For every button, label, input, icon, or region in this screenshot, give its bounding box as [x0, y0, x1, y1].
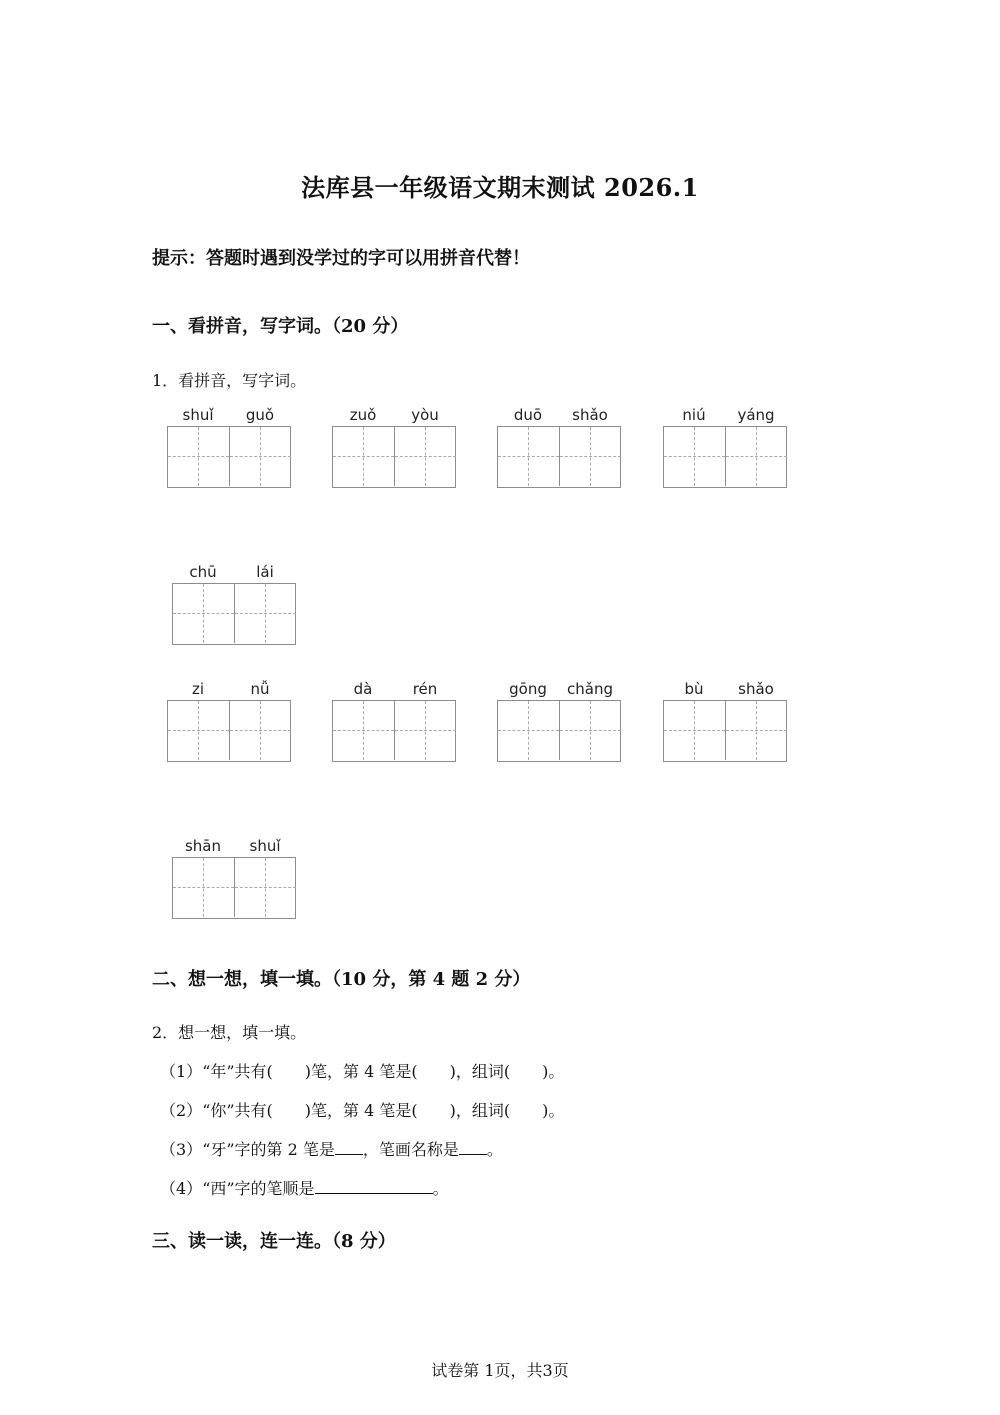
- tian-cell[interactable]: [498, 427, 560, 486]
- tian-cell[interactable]: [664, 701, 726, 760]
- tian-cell[interactable]: [168, 427, 230, 486]
- pinyin-word-7: [332, 680, 458, 760]
- section-2-heading: 二、想一想，填一填。（10 分，第 4 题 2 分）: [152, 969, 531, 990]
- tian-cell[interactable]: [333, 701, 395, 760]
- pinyin-word-4: [663, 406, 789, 486]
- tian-cell[interactable]: [560, 427, 621, 486]
- tian-cell[interactable]: [560, 701, 621, 760]
- writing-grid[interactable]: [167, 700, 291, 762]
- writing-grid[interactable]: [172, 583, 296, 645]
- tian-cell[interactable]: [333, 427, 395, 486]
- pinyin-word-8: [497, 680, 623, 760]
- tian-cell[interactable]: [173, 858, 235, 917]
- question-2-prompt: 2．想一想，填一填。: [152, 1023, 307, 1042]
- tian-cell[interactable]: [235, 584, 296, 643]
- pinyin-label: zi: [191, 680, 205, 698]
- pinyin-label: shǎo: [572, 406, 608, 424]
- item-text: 。: [486, 1140, 503, 1159]
- pinyin-word-3: [497, 406, 623, 486]
- item-text: ，笔画名称是: [362, 1140, 459, 1159]
- question-1-prompt: 1．看拼音，写字词。: [152, 371, 307, 390]
- tian-cell[interactable]: [230, 427, 291, 486]
- pinyin-label: rén: [412, 680, 438, 698]
- tian-cell[interactable]: [726, 427, 787, 486]
- item-number: （3）: [160, 1140, 203, 1159]
- item-number: （4）: [160, 1179, 203, 1198]
- pinyin-label: shuǐ: [182, 406, 214, 424]
- item-number: （1）: [160, 1062, 203, 1081]
- pinyin-word-5: [172, 563, 298, 643]
- writing-grid[interactable]: [167, 426, 291, 488]
- fill-item-3: [160, 1137, 503, 1160]
- writing-grid[interactable]: [663, 700, 787, 762]
- pinyin-word-6: [167, 680, 293, 760]
- fill-item-2: [160, 1098, 564, 1121]
- pinyin-label: zuǒ: [349, 406, 377, 424]
- tian-cell[interactable]: [395, 701, 456, 760]
- pinyin-label: yòu: [411, 406, 439, 424]
- pinyin-label: shuǐ: [249, 837, 281, 855]
- section-3-heading: 三、读一读，连一连。（8 分）: [152, 1231, 396, 1252]
- answer-tip: 提示：答题时遇到没学过的字可以用拼音代替！: [152, 248, 530, 269]
- pinyin-label: dà: [353, 680, 373, 698]
- writing-grid[interactable]: [332, 426, 456, 488]
- fill-item-4: [160, 1176, 449, 1199]
- answer-blank[interactable]: [459, 1140, 487, 1155]
- item-text: “你”共有( )笔，第 4 笔是( )，组词( )。: [202, 1101, 565, 1120]
- tian-cell[interactable]: [168, 701, 230, 760]
- tian-cell[interactable]: [395, 427, 456, 486]
- writing-grid[interactable]: [332, 700, 456, 762]
- tian-cell[interactable]: [498, 701, 560, 760]
- pinyin-label: bù: [684, 680, 704, 698]
- tian-cell[interactable]: [235, 858, 296, 917]
- page-title: 法库县一年级语文期末测试 2026.1: [301, 173, 699, 202]
- pinyin-label: guǒ: [245, 406, 275, 424]
- tian-cell[interactable]: [726, 701, 787, 760]
- pinyin-label: yáng: [737, 406, 775, 424]
- tian-cell[interactable]: [230, 701, 291, 760]
- pinyin-label: duō: [513, 406, 543, 424]
- tian-cell[interactable]: [664, 427, 726, 486]
- writing-grid[interactable]: [497, 700, 621, 762]
- fill-item-1: [160, 1059, 564, 1082]
- writing-grid[interactable]: [663, 426, 787, 488]
- answer-blank[interactable]: [315, 1179, 433, 1194]
- pinyin-word-2: [332, 406, 458, 486]
- section-1-heading: 一、看拼音，写字词。（20 分）: [152, 316, 409, 337]
- pinyin-label: chū: [189, 563, 217, 581]
- pinyin-label: gōng: [509, 680, 547, 698]
- pinyin-label: niú: [682, 406, 706, 424]
- pinyin-word-9: [663, 680, 789, 760]
- page-footer: 试卷第 1页，共3页: [431, 1361, 569, 1380]
- writing-grid[interactable]: [497, 426, 621, 488]
- tian-cell[interactable]: [173, 584, 235, 643]
- pinyin-label: nǚ: [250, 680, 270, 698]
- pinyin-label: lái: [256, 563, 274, 581]
- item-text: “西”字的笔顺是: [202, 1179, 315, 1198]
- answer-blank[interactable]: [335, 1140, 363, 1155]
- pinyin-label: shǎo: [738, 680, 774, 698]
- item-number: （2）: [160, 1101, 203, 1120]
- item-text: 。: [432, 1179, 449, 1198]
- item-text: “牙”字的第 2 笔是: [202, 1140, 335, 1159]
- writing-grid[interactable]: [172, 857, 296, 919]
- item-text: “年”共有( )笔，第 4 笔是( )，组词( )。: [202, 1062, 565, 1081]
- pinyin-word-10: [172, 837, 298, 917]
- pinyin-label: shān: [184, 837, 222, 855]
- pinyin-label: chǎng: [567, 680, 613, 698]
- pinyin-word-1: [167, 406, 293, 486]
